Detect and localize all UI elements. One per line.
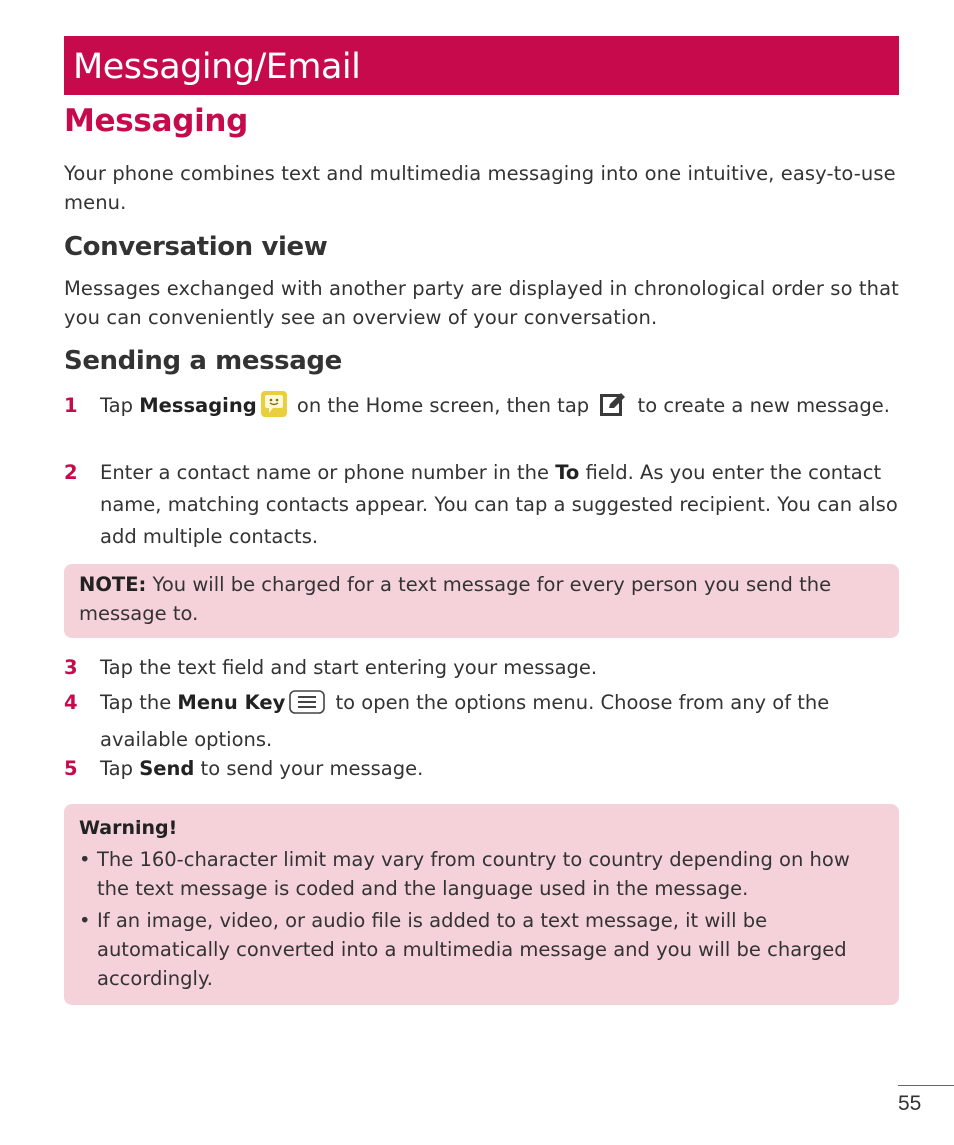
step-number: 5 bbox=[64, 757, 78, 780]
step-number: 1 bbox=[64, 394, 78, 417]
bullet-dot-icon: • bbox=[79, 848, 91, 871]
chapter-title: Messaging/Email bbox=[73, 47, 361, 87]
conversation-heading: Conversation view bbox=[64, 232, 328, 262]
step-text: Tap Messaging on the Home screen, then tap to create a new message. bbox=[100, 390, 900, 427]
page-number: 55 bbox=[898, 1092, 922, 1115]
intro-paragraph: Your phone combines text and multimedia messaging into one intuitive, easy-to-use menu. bbox=[64, 162, 896, 214]
bullet-dot-icon: • bbox=[79, 909, 91, 932]
step-4 bbox=[64, 687, 900, 756]
conversation-paragraph: Messages exchanged with another party are displayed in chronological order so that you can conveniently see an overview of your conversation. bbox=[64, 277, 899, 329]
to-field-label: To bbox=[555, 461, 580, 484]
messaging-label: Messaging bbox=[139, 394, 257, 417]
step-5 bbox=[64, 753, 900, 785]
step-text: Tap the Menu Key to open the options menu. Choose from any of the available options. bbox=[100, 691, 830, 751]
menu-key-label: Menu Key bbox=[177, 691, 286, 714]
step-text: Enter a contact name or phone number in the To field. As you enter the contact name, matching contacts appear. You can tap a suggested recipient. You can also add multiple contacts. bbox=[100, 461, 898, 548]
step-2 bbox=[64, 457, 900, 553]
page-number-rule bbox=[898, 1085, 954, 1086]
warning-bullet: • The 160-character limit may vary from country to country depending on how the text message is coded and the language used in the message. bbox=[79, 845, 869, 903]
note-box bbox=[64, 564, 899, 638]
step-text: Tap Send to send your message. bbox=[100, 757, 424, 780]
step-text: Tap the text field and start entering your message. bbox=[100, 656, 598, 679]
note-text: You will be charged for a text message for every person you send the message to. bbox=[79, 573, 832, 625]
warning-bullet: • If an image, video, or audio file is added to a text message, it will be automatically converted into a multimedia message and you will be charged accordingly. bbox=[79, 906, 869, 993]
send-label: Send bbox=[139, 757, 195, 780]
compose-icon bbox=[599, 391, 627, 427]
menu-key-icon bbox=[289, 690, 325, 724]
step-number: 2 bbox=[64, 461, 78, 484]
step-3 bbox=[64, 652, 900, 684]
messaging-app-icon bbox=[261, 391, 287, 427]
section-title: Messaging bbox=[64, 103, 249, 139]
warning-box bbox=[64, 804, 899, 1005]
step-number: 3 bbox=[64, 656, 78, 679]
warning-title: Warning! bbox=[79, 817, 178, 839]
note-label: NOTE: bbox=[79, 573, 147, 596]
step-number: 4 bbox=[64, 691, 78, 714]
sending-heading: Sending a message bbox=[64, 346, 342, 376]
step-1 bbox=[64, 390, 900, 427]
chapter-banner bbox=[64, 36, 899, 95]
